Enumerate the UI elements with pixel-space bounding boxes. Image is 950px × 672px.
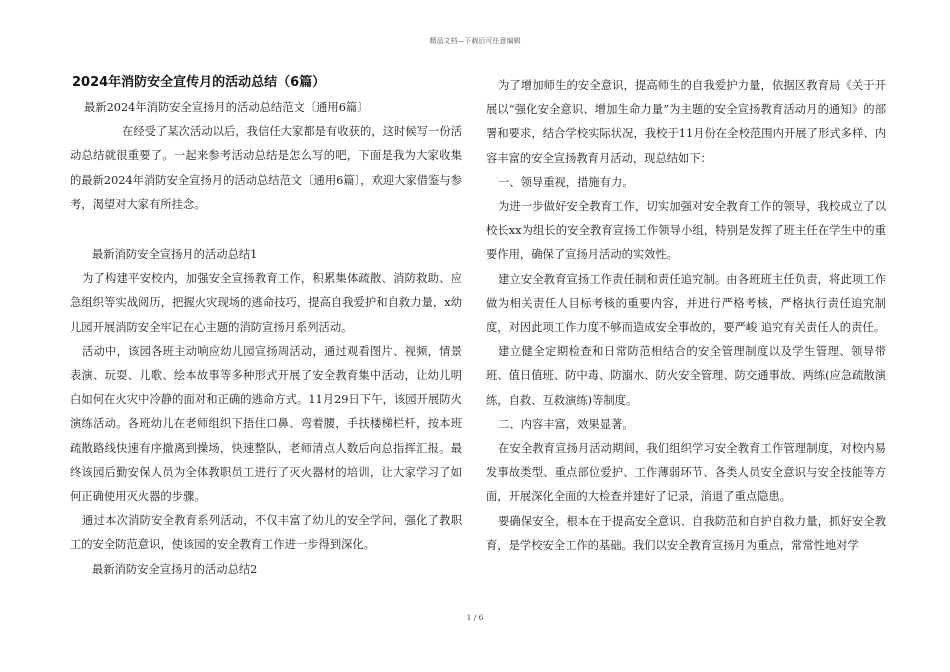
body-paragraph: 为了构建平安校内，加强安全宣扬教育工作，积累集体疏散、消防救助、应急组织等实战阅历，把握火灾现场的逃命技巧，提高自我爱护和自救力量，x幼儿园开展消防安全牢记在心主题的消防宣扬月系列活动。 (70, 272, 462, 334)
subtitle-paragraph: 最新2024年消防安全宣扬月的活动总结范文〔通用6篇〕 (84, 101, 369, 114)
body-paragraph: 建立安全教育宣扬工作责任制和责任追究制。由各班班主任负责，将此项工作做为相关责任人目标考核的重要内容，并进行严格考核，严格执行责任追究制度，对因此项工作力度不够而造成安全事故的，要严峻 追究有关责任人的责任。 (486, 272, 886, 335)
right-column (486, 74, 886, 558)
section-gap (70, 217, 462, 243)
section-heading: 一、领导重视，措施有力。 (498, 175, 634, 189)
body-paragraph: 为了增加师生的安全意识，提高师生的自我爱护力量，依据区教育局《关于开展以“强化安全意识、增加生命力量”为主题的安全宣扬教育活动月的通知》的部署和要求，结合学校实际状况，我校于11月份在全校范围内开展了形式多样、内容丰富的安全宣扬教育月活动，现总结如下： (486, 79, 886, 165)
section-heading-1: 最新消防安全宣扬月的活动总结1 (92, 248, 258, 262)
body-paragraph: 建立健全定期检查和日常防范相结合的安全管理制度以及学生管理、领导带班、值日值班、防中毒、防溺水、防火安全管理、防交通事故、两练(应急疏散演练，自救、互救演练)等制度。 (486, 345, 886, 407)
body-paragraph: 要确保安全，根本在于提高安全意识、自我防范和自护自救力量，抓好安全教育，是学校安全工作的基础。我们以安全教育宣扬月为重点，常常性地对学 (486, 514, 886, 552)
section-heading-2: 最新消防安全宣扬月的活动总结2 (92, 562, 258, 576)
document-title: 2024年消防安全宣传月的活动总结（6篇） (72, 75, 326, 90)
body-paragraph: 在安全教育宣扬月活动期间，我们组织学习安全教育工作管理制度，对校内易发事故类型、重点部位爱护、工作薄弱环节、各类人员安全意识与安全技能等方面，开展深化全面的大检查并建好了记录，消退了重点隐患。 (486, 442, 886, 504)
left-column (70, 74, 462, 582)
page-number: 1 / 6 (466, 613, 484, 622)
body-paragraph: 为进一步做好安全教育工作，切实加强对安全教育工作的领导，我校成立了以校长xx为组长的安全教育宣扬工作领导小组，特别是发挥了班主任在学生中的重要作用，确保了宣扬月活动的实效性。 (486, 200, 886, 262)
body-paragraph: 活动中，该园各班主动响应幼儿园宣扬周活动，通过观看图片、视频，情景表演、玩耍、儿歌、绘本故事等多种形式开展了安全教育集中活动，让幼儿明白如何在火灾中冷静的面对和正确的逃命方式。11月29日下午，该园开展防火演练活动。各班幼儿在老师组织下捂住口鼻、弯着腰，手扶楼梯栏杆，按本班疏散路线快速有序撤离到操场，快速整队，老师清点人数后向总指挥汇报。最终该园后勤安保人员为全体教职员工进行了灭火器材的培训，让大家学习了如何正确使用灭火器的步骤。 (70, 344, 462, 504)
body-paragraph: 通过本次消防安全教育系列活动，不仅丰富了幼儿的安全学问，强化了教职工的安全防范意识，使该园的安全教育工作进一步得到深化。 (70, 514, 462, 552)
intro-paragraph: 在经受了某次活动以后，我信任大家都是有收获的，这时候写一份活动总结就很重要了。一起来参考活动总结是怎么写的吧，下面是我为大家收集的最新2024年消防安全宣扬月的活动总结范文〔通用6篇〕，欢迎大家借鉴与参考，渴望对大家有所挂念。 (70, 125, 462, 211)
section-heading: 二、内容丰富，效果显著。 (498, 417, 634, 431)
page-header: 精品文档—下载后可任意编辑 (429, 37, 521, 45)
